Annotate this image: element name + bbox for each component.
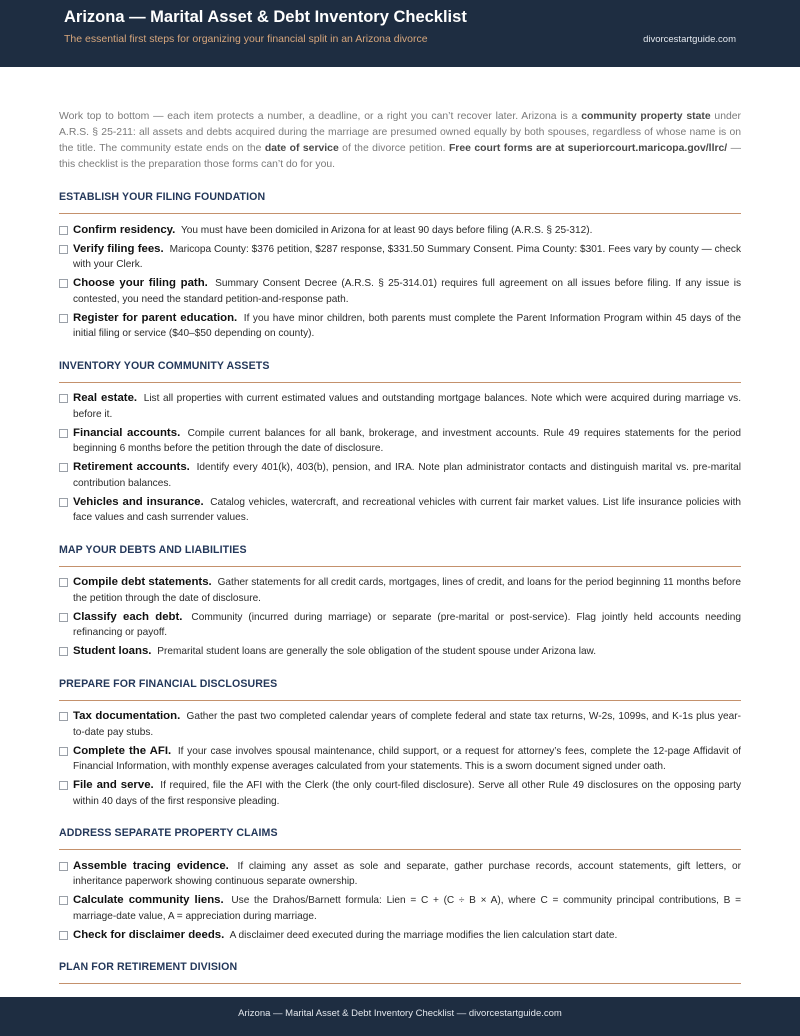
section-heading: MAP YOUR DEBTS AND LIABILITIES xyxy=(59,544,741,567)
item-description: Catalog vehicles, watercraft, and recreational vehicles with current fair market values. List life insurance policies with face values and cash surrender values. xyxy=(73,496,741,523)
checklist-items xyxy=(59,383,741,526)
checkbox-icon[interactable] xyxy=(59,613,68,622)
checklist-item xyxy=(59,644,741,660)
item-description: If you have minor children, both parents must complete the Parent Information Program within 45 days of the initial filing or service ($40–$50 depending on county). xyxy=(73,312,741,339)
checkbox-icon[interactable] xyxy=(59,931,68,940)
checklist-item xyxy=(59,223,741,239)
checkbox-icon[interactable] xyxy=(59,578,68,587)
item-label: Real estate. xyxy=(73,392,138,404)
item-label: Choose your filing path. xyxy=(73,277,208,289)
checklist-section xyxy=(59,827,741,943)
checklist-item xyxy=(59,928,741,944)
intro-text-2: under A.R.S. § 25-211: all assets and debts acquired during the marriage are presumed owned equally by both spouses, regardless of whose name is on the title. The community estate ends on the xyxy=(59,111,741,154)
page-title: Arizona — Marital Asset & Debt Inventory Checklist xyxy=(64,8,467,26)
item-label: Financial accounts. xyxy=(73,426,181,439)
checklist-item xyxy=(59,495,741,526)
checkbox-icon[interactable] xyxy=(59,394,68,403)
checklist-items xyxy=(59,701,741,810)
item-description: List all properties with current estimated values and outstanding mortgage balances. Note which were acquired during marriage vs. before it. xyxy=(73,393,742,420)
item-label: Retirement accounts. xyxy=(73,461,190,473)
checklist-item xyxy=(59,893,741,924)
item-label: Confirm residency. xyxy=(73,223,176,236)
intro-highlight-court-forms: Free court forms are at superiorcourt.maricopa.gov/llrc/ xyxy=(448,143,728,154)
item-description: Identify every 401(k), 403(b), pension, and IRA. Note plan administrator contacts and distinguish marital vs. pre-marital contribution balances. xyxy=(73,462,741,489)
checkbox-icon[interactable] xyxy=(59,896,68,905)
checkbox-icon[interactable] xyxy=(59,747,68,756)
checklist-item xyxy=(59,311,741,342)
site-name: divorcestartguide.com xyxy=(643,34,736,45)
section-heading: PREPARE FOR FINANCIAL DISCLOSURES xyxy=(59,678,741,701)
checkbox-icon[interactable] xyxy=(59,279,68,288)
item-label: Register for parent education. xyxy=(73,311,238,324)
item-label: Calculate community liens. xyxy=(73,894,224,906)
checklist-item xyxy=(59,709,741,740)
intro-text-1: Work top to bottom — each item protects a number, a deadline, or a right you can’t recover later. Arizona is a xyxy=(59,111,582,122)
item-description: If your case involves spousal maintenance, child support, or a request for attorney’s fees, complete the 12-page Affidavit of Financial Information, with monthly expense averages calculated from your statements. This is a sworn document signed under oath. xyxy=(73,745,741,772)
item-description: Use the Drahos/Barnett formula: Lien = C + (C ÷ B × A), where C = community principal contributions, B = marriage-date value, A = appreciation during marriage. xyxy=(73,895,741,922)
checklist-item xyxy=(59,460,741,491)
checklist-items xyxy=(59,214,741,342)
section-heading: INVENTORY YOUR COMMUNITY ASSETS xyxy=(59,360,741,383)
checklist-item xyxy=(59,242,741,273)
checkbox-icon[interactable] xyxy=(59,429,68,438)
footer-text: Arizona — Marital Asset & Debt Inventory Checklist — divorcestartguide.com xyxy=(238,1008,562,1019)
checklist-content xyxy=(59,109,741,984)
checkbox-icon[interactable] xyxy=(59,463,68,472)
checklist-section xyxy=(59,678,741,810)
item-description: Gather the past two completed calendar years of complete federal and state tax returns, W-2s, 1099s, and K-1s plus year-to-date pay stubs. xyxy=(73,711,741,738)
checklist-section xyxy=(59,360,741,526)
item-description: Community (incurred during marriage) or separate (pre-marital or post-service). Flag jointly held accounts needing refinancing or payoff. xyxy=(73,611,742,638)
item-label: Check for disclaimer deeds. xyxy=(73,928,225,941)
item-label: Compile debt statements. xyxy=(73,576,212,588)
checkbox-icon[interactable] xyxy=(59,226,68,235)
checklist-section xyxy=(59,544,741,660)
item-description: If required, file the AFI with the Clerk (the only court-filed disclosure). Serve all other Rule 49 disclosures on the opposing party within 40 days of the first responsive pleading. xyxy=(73,780,742,807)
intro-highlight-community-property: community property state xyxy=(581,111,711,122)
checkbox-icon[interactable] xyxy=(59,245,68,254)
section-heading: ESTABLISH YOUR FILING FOUNDATION xyxy=(59,191,741,214)
page-subtitle: The essential first steps for organizing your financial split in an Arizona divorce xyxy=(64,33,428,45)
checklist-section xyxy=(59,191,741,342)
checkbox-icon[interactable] xyxy=(59,314,68,323)
item-description: A disclaimer deed executed during the marriage modifies the lien calculation start date. xyxy=(229,929,618,941)
checklist-item xyxy=(59,391,741,422)
checklist-item xyxy=(59,610,741,641)
section-heading: ADDRESS SEPARATE PROPERTY CLAIMS xyxy=(59,827,741,850)
intro-highlight-date-of-service: date of service xyxy=(264,143,339,154)
item-description: Maricopa County: $376 petition, $287 response, $331.50 Summary Consent. Pima County: $301. Fees vary by county — check with your Clerk. xyxy=(73,243,741,270)
checklist-sections xyxy=(59,191,741,984)
item-label: Vehicles and insurance. xyxy=(73,495,204,508)
intro-paragraph xyxy=(59,109,741,173)
checklist-item xyxy=(59,859,741,890)
item-description: Compile current balances for all bank, brokerage, and investment accounts. Rule 49 requires statements for the period beginning 6 months before the petition through the date of disclosure. xyxy=(73,427,741,454)
intro-text-3: of the divorce petition. xyxy=(338,143,449,154)
item-description: Gather statements for all credit cards, mortgages, lines of credit, and loans for the period beginning 11 months before the petition through the date of disclosure. xyxy=(73,577,742,604)
checkbox-icon[interactable] xyxy=(59,862,68,871)
checklist-item xyxy=(59,426,741,457)
checklist-item xyxy=(59,575,741,606)
item-label: Complete the AFI. xyxy=(73,744,172,757)
item-label: Tax documentation. xyxy=(73,710,181,722)
item-description: If claiming any asset as sole and separate, gather purchase records, account statements, gift letters, or inheritance paperwork showing continuous separate ownership. xyxy=(73,860,741,887)
checklist-item xyxy=(59,778,741,809)
checklist-item xyxy=(59,744,741,775)
item-label: Assemble tracing evidence. xyxy=(73,859,229,872)
checklist-items xyxy=(59,567,741,660)
checkbox-icon[interactable] xyxy=(59,498,68,507)
checklist-section xyxy=(59,961,741,984)
checklist-items xyxy=(59,850,741,943)
checkbox-icon[interactable] xyxy=(59,781,68,790)
footer-banner xyxy=(0,997,800,1036)
item-label: Verify filing fees. xyxy=(73,242,164,255)
item-label: File and serve. xyxy=(73,779,154,791)
checkbox-icon[interactable] xyxy=(59,712,68,721)
header-banner xyxy=(0,0,800,67)
item-description: Premarital student loans are generally the sole obligation of the student spouse under Arizona law. xyxy=(157,646,597,657)
intro-text-4: — this checklist is the preparation those forms can’t do for you. xyxy=(59,143,742,170)
checkbox-icon[interactable] xyxy=(59,647,68,656)
item-label: Student loans. xyxy=(73,645,152,657)
item-label: Classify each debt. xyxy=(73,610,183,623)
item-description: You must have been domiciled in Arizona for at least 90 days before filing (A.R.S. § 25-312). xyxy=(180,224,593,236)
section-heading: PLAN FOR RETIREMENT DIVISION xyxy=(59,961,741,984)
checklist-item xyxy=(59,276,741,307)
item-description: Summary Consent Decree (A.R.S. § 25-314.01) requires full agreement on all issues before filing. If any issue is contested, you need the standard petition-and-response path. xyxy=(73,278,741,305)
